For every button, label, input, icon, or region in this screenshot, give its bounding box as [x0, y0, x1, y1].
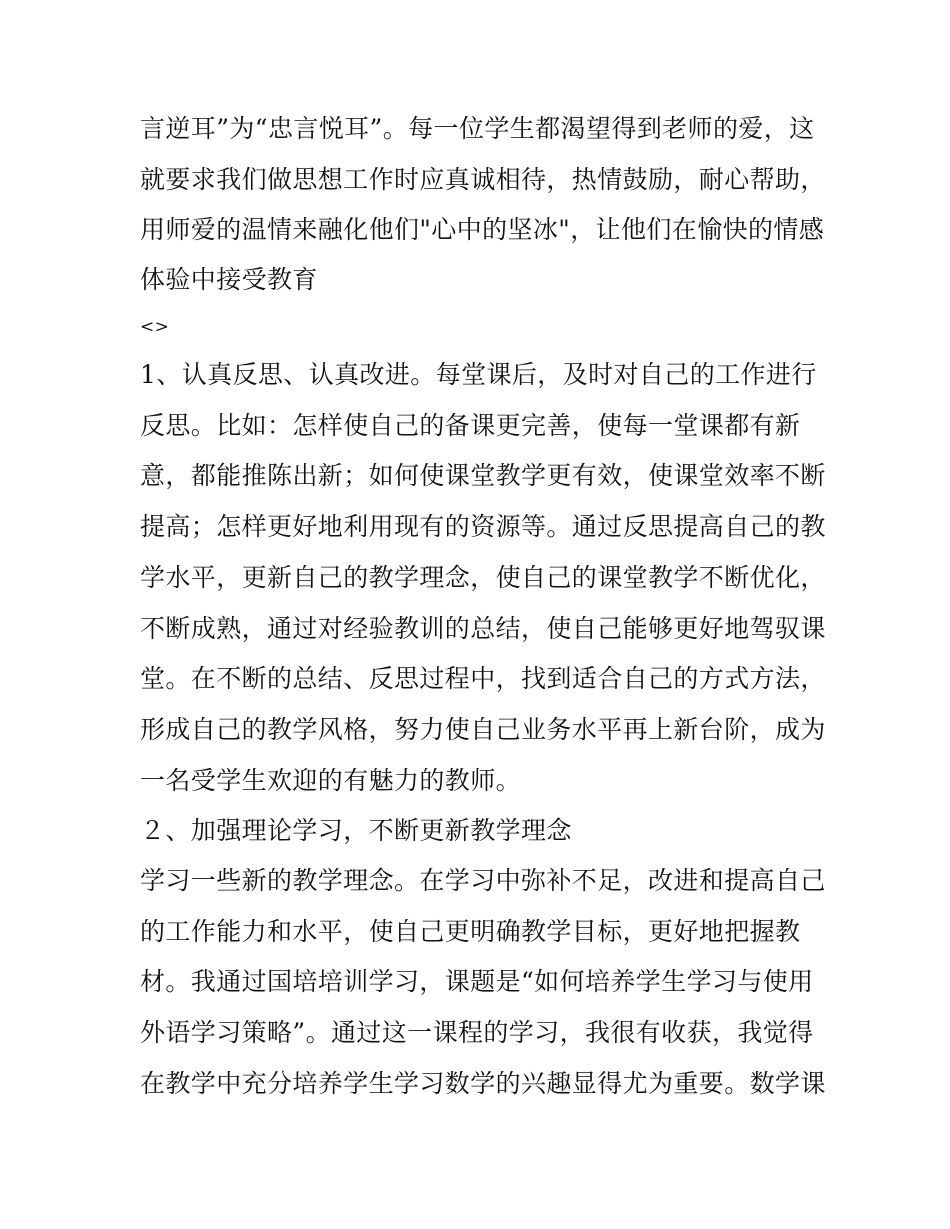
section-2-line-3: 材。我通过国培培训学习，课题是“如何培养学生学习与使用 [140, 967, 814, 996]
section-2-heading: ２、加强理论学习，不断更新教学理念 [140, 816, 572, 845]
section-1-line-9: 一名受学生欢迎的有魅力的教师。 [140, 766, 522, 795]
section-2-line-1: 学习一些新的教学理念。在学习中弥补不足，改进和提高自己 [140, 866, 826, 895]
section-2-line-5: 在教学中充分培养学生学习数学的兴趣显得尤为重要。数学课 [140, 1069, 826, 1098]
section-2-line-4: 外语学习策略”。通过这一课程的学习，我很有收获，我觉得 [140, 1018, 814, 1047]
section-1-line-6: 不断成熟，通过对经验教训的总结，使自己能够更好地驾驭课 [140, 614, 826, 643]
section-2-line-2: 的工作能力和水平，使自己更明确教学目标，更好地把握教 [140, 917, 801, 946]
separator-marker: <> [140, 317, 170, 337]
section-1-line-8: 形成自己的教学风格，努力使自己业务水平再上新台阶，成为 [140, 715, 826, 744]
section-1-line-3: 意，都能推陈出新；如何使课堂教学更有效，使课堂效率不断 [140, 461, 826, 490]
paragraph-line-4: 体验中接受教育 [140, 265, 318, 294]
paragraph-line-1: 言逆耳”为“忠言悦耳”。每一位学生都渴望得到老师的爱，这 [140, 114, 815, 143]
paragraph-line-3: 用师爱的温情来融化他们"心中的坚冰"，让他们在愉快的情感 [140, 215, 825, 244]
paragraph-line-2: 就要求我们做思想工作时应真诚相待，热情鼓励，耐心帮助， [140, 165, 826, 194]
section-1-line-1: 1、认真反思、认真改进。每堂课后，及时对自己的工作进行 [140, 360, 817, 389]
section-1-line-4: 提高；怎样更好地利用现有的资源等。通过反思提高自己的教 [140, 512, 826, 541]
section-1-line-7: 堂。在不断的总结、反思过程中，找到适合自己的方式方法， [140, 664, 826, 693]
section-1-line-2: 反思。比如：怎样使自己的备课更完善，使每一堂课都有新 [140, 411, 801, 440]
section-1-line-5: 学水平，更新自己的教学理念，使自己的课堂教学不断优化， [140, 563, 826, 592]
